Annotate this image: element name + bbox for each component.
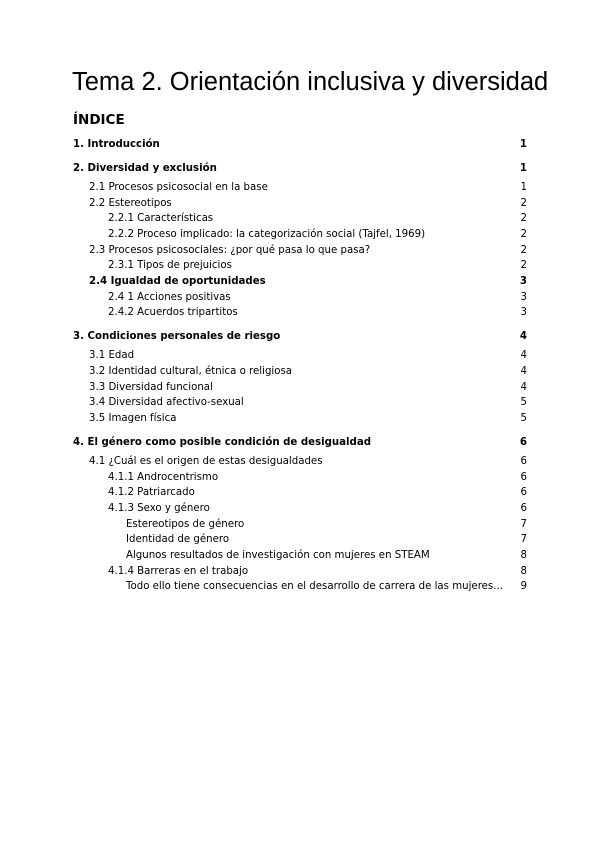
toc-entry-page-number: 1 <box>519 162 527 174</box>
toc-heading: ÍNDICE <box>73 112 125 128</box>
toc-entry-title: 3.3 Diversidad funcional <box>89 381 213 393</box>
toc-entry-page-number: 5 <box>520 397 527 409</box>
toc-entry[interactable] <box>73 290 527 306</box>
toc-entry-page-number: 4 <box>520 381 527 393</box>
toc-entry[interactable] <box>73 501 527 517</box>
toc-entry[interactable] <box>73 227 527 243</box>
toc-entry-page-number: 5 <box>520 413 527 424</box>
toc-entry-page-number: 6 <box>519 436 527 448</box>
toc-entry-title: 2.4 1 Acciones positivas <box>108 291 231 303</box>
toc-entry-title: 2.3.1 Tipos de prejuicios <box>108 260 232 272</box>
toc-entry[interactable] <box>73 305 527 321</box>
toc-entry-page-number: 8 <box>520 550 527 561</box>
toc-entry-page-number: 3 <box>520 291 527 303</box>
toc-entry[interactable] <box>73 137 527 153</box>
toc-entry-title: 3.2 Identidad cultural, étnica o religiosa <box>89 365 293 377</box>
toc-entry-page-number: 7 <box>520 518 527 530</box>
toc-entry-title: 4.1.2 Patriarcado <box>108 487 195 499</box>
toc-entry-page-number: 2 <box>520 228 527 240</box>
toc-entry-page-number: 1 <box>519 139 527 150</box>
toc-entry-title: 2.2 Estereotipos <box>89 197 172 209</box>
toc-entry[interactable] <box>73 161 527 177</box>
toc-entry-page-number: 6 <box>520 471 527 483</box>
toc-entry[interactable] <box>73 454 527 470</box>
toc-entry-title: 4.1.1 Androcentrismo <box>108 471 219 483</box>
toc-entry-page-number: 6 <box>520 487 527 499</box>
toc-entry-page-number: 4 <box>519 331 527 343</box>
toc-entry-title: 2.4.2 Acuerdos tripartitos <box>108 307 238 319</box>
toc-entry-title: 4. El género como posible condición de desigualdad <box>73 436 372 448</box>
toc-entry-title: Algunos resultados de investigación con mujeres en STEAM <box>126 550 430 561</box>
toc-entry-page-number: 3 <box>520 307 527 319</box>
toc-entry[interactable] <box>73 274 527 290</box>
toc-entry-page-number: 2 <box>520 213 527 225</box>
toc-entry[interactable] <box>73 548 527 564</box>
toc-entry[interactable] <box>73 196 527 212</box>
toc-entry-page-number: 8 <box>520 565 527 577</box>
toc-section <box>73 137 527 153</box>
toc-entry[interactable] <box>73 364 527 380</box>
toc-section <box>73 329 527 427</box>
toc-entry-title: 2.2.2 Proceso implicado: la categorización social (Tajfel, 1969) <box>108 228 426 240</box>
toc-entry-page-number: 2 <box>520 197 527 209</box>
toc-entry[interactable] <box>73 485 527 501</box>
toc-section <box>73 435 527 595</box>
toc-entry-title: 2.1 Procesos psicosocial en la base <box>89 181 268 193</box>
toc-entry[interactable] <box>73 258 527 274</box>
toc-entry-title: 2.2.1 Características <box>108 213 214 225</box>
toc-entry-title: 1. Introducción <box>73 139 160 150</box>
toc-entry-page-number: 6 <box>520 502 527 514</box>
toc-entry-title: 3. Condiciones personales de riesgo <box>73 331 281 343</box>
toc-entry-title: Estereotipos de género <box>126 518 245 530</box>
toc-entry-title: Identidad de género <box>126 534 230 546</box>
toc-entry-title: 3.4 Diversidad afectivo-sexual <box>89 397 244 409</box>
toc-entry-page-number: 6 <box>520 455 527 467</box>
toc-entry-page-number: 4 <box>520 350 527 362</box>
toc-entry-title: 2.3 Procesos psicosociales: ¿por qué pasa lo que pasa? <box>89 244 371 256</box>
toc-entry[interactable] <box>73 180 527 196</box>
toc-entry-title: 3.1 Edad <box>89 350 135 362</box>
toc-entry-page-number: 2 <box>520 260 527 272</box>
toc-section <box>73 161 527 321</box>
toc-entry[interactable] <box>73 348 527 364</box>
toc-entry-page-number: 4 <box>520 365 527 377</box>
toc-entry-title: 4.1.3 Sexo y género <box>108 502 210 514</box>
toc-entry-page-number: 9 <box>520 581 527 593</box>
toc-entry-page-number: 1 <box>520 181 527 193</box>
toc-entry[interactable] <box>73 532 527 548</box>
toc-entry-page-number: 3 <box>519 276 527 287</box>
toc-entry-title: 4.1.4 Barreras en el trabajo <box>108 565 249 577</box>
toc-entry-title: 2.4 Igualdad de oportunidades <box>89 276 266 287</box>
toc-entry-title: 2. Diversidad y exclusión <box>73 162 217 174</box>
toc-entry[interactable] <box>73 411 527 427</box>
toc-entry[interactable] <box>73 329 527 345</box>
toc-entry[interactable] <box>73 470 527 486</box>
toc-entry-page-number: 2 <box>520 244 527 256</box>
toc-entry[interactable] <box>73 564 527 580</box>
toc-entry[interactable] <box>73 243 527 259</box>
toc-entry-page-number: 7 <box>520 534 527 546</box>
toc-entry[interactable] <box>73 211 527 227</box>
toc-entry[interactable] <box>73 579 527 595</box>
toc-entry[interactable] <box>73 435 527 451</box>
document-title: Tema 2. Orientación inclusiva y diversidad <box>72 68 549 96</box>
toc-entry-title: 3.5 Imagen física <box>89 413 177 424</box>
toc-entry[interactable] <box>73 517 527 533</box>
toc-entry-title: Todo ello tiene consecuencias en el desarrollo de carrera de las mujeres... <box>126 581 503 593</box>
table-of-contents <box>73 137 527 603</box>
toc-entry[interactable] <box>73 395 527 411</box>
toc-entry[interactable] <box>73 380 527 396</box>
toc-entry-title: 4.1 ¿Cuál es el origen de estas desigualdades <box>89 455 323 467</box>
